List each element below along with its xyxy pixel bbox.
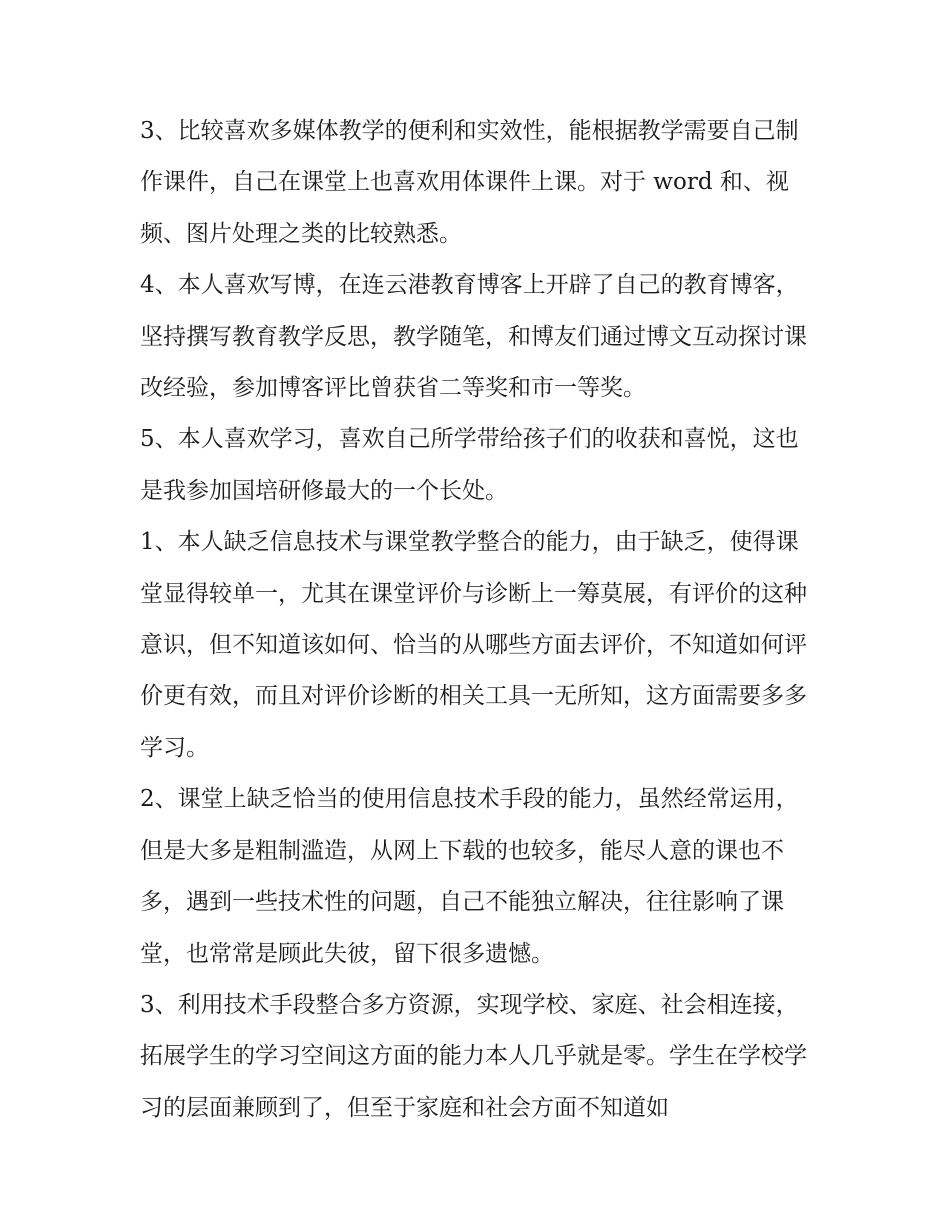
paragraph-weakness-2: 2、课堂上缺乏恰当的使用信息技术手段的能力，虽然经常运用，但是大多是粗制滥造，从网上下载的也较多，能尽人意的课也不多，遇到一些技术性的问题，自己不能独立解决，往往影响了课堂，也常常是顾此失彼，留下很多遗憾。 — [140, 786, 799, 967]
paragraph-strength-3: 3、比较喜欢多媒体教学的便利和实效性，能根据教学需要自己制作课件，自己在课堂上也喜欢用体课件上课。对于 word 和、视频、图片处理之类的比较熟悉。 — [140, 118, 799, 247]
paragraph-strength-4: 4、本人喜欢写博，在连云港教育博客上开辟了自己的教育博客，坚持撰写教育教学反思，教学随笔，和博友们通过博文互动探讨课改经验，参加博客评比曾获省二等奖和市一等奖。 — [140, 272, 807, 402]
paragraph-weakness-1: 1、本人缺乏信息技术与课堂教学整合的能力，由于缺乏，使得课堂显得较单一，尤其在课堂评价与诊断上一筹莫展，有评价的这种意识，但不知道该如何、恰当的从哪些方面去评价，不知道如何评价更有效，而且对评价诊断的相关工具一无所知，这方面需要多多学习。 — [140, 529, 807, 761]
paragraph-weakness-3: 3、利用技术手段整合多方资源，实现学校、家庭、社会相连接，拓展学生的学习空间这方面的能力本人几乎就是零。学生在学校学习的层面兼顾到了，但至于家庭和社会方面不知道如 — [140, 991, 807, 1121]
document-body — [140, 106, 820, 1134]
paragraph-strength-5: 5、本人喜欢学习，喜欢自己所学带给孩子们的收获和喜悦，这也是我参加国培研修最大的一个长处。 — [140, 426, 799, 504]
